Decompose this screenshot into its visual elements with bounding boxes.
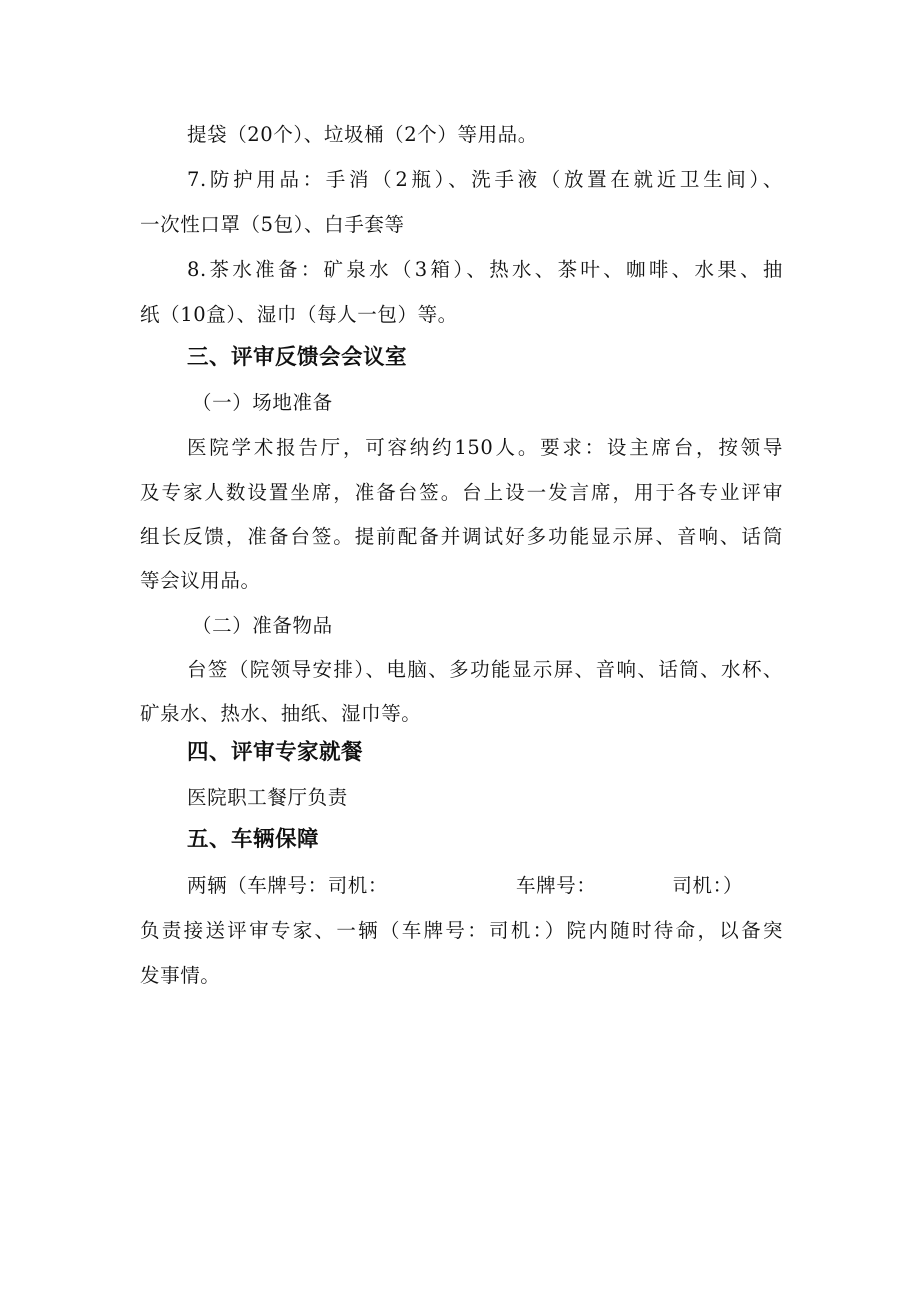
- vehicle-1-label: 两辆（车牌号：司机：: [187, 874, 389, 897]
- vehicle-2-driver-label: 司机：）: [672, 874, 744, 897]
- section-5-line-2: 负责接送评审专家、一辆（车牌号：司机：）院内随时待命，以备突: [140, 919, 783, 942]
- subsection-1-heading: （一）场地准备: [192, 391, 333, 414]
- section-4-line-1: 医院职工餐厅负责: [187, 786, 348, 809]
- vehicle-2-plate-label: 车牌号：: [516, 874, 597, 897]
- subsection-2-line-1: 台签（院领导安排）、电脑、多功能显示屏、音响、话筒、水杯、: [187, 658, 783, 681]
- section-3-heading: 三、评审反馈会会议室: [187, 345, 408, 370]
- paragraph-line: 提袋（20个）、垃圾桶（2个）等用品。: [187, 123, 538, 146]
- subsection-1-line-4: 等会议用品。: [140, 569, 261, 592]
- subsection-1-line-2: 及专家人数设置坐席，准备台签。台上设一发言席，用于各专业评审: [140, 481, 783, 504]
- item-7-line-1: 7.防护用品：手消（2瓶）、洗手液（放置在就近卫生间）、: [187, 168, 783, 191]
- subsection-1-line-3: 组长反馈，准备台签。提前配备并调试好多功能显示屏、音响、话筒: [140, 525, 783, 548]
- section-5-heading: 五、车辆保障: [187, 827, 320, 852]
- item-7-line-2: 一次性口罩（5包）、白手套等: [140, 213, 405, 236]
- subsection-2-line-2: 矿泉水、热水、抽纸、湿巾等。: [140, 702, 422, 725]
- section-5-line-1: [187, 872, 743, 900]
- section-4-heading: 四、评审专家就餐: [187, 740, 364, 765]
- item-8-line-2: 纸（10盒）、湿巾（每人一包）等。: [140, 303, 458, 326]
- subsection-2-heading: （二）准备物品: [192, 614, 333, 637]
- section-5-line-3: 发事情。: [140, 964, 221, 987]
- subsection-1-line-1: 医院学术报告厅，可容纳约150人。要求：设主席台，按领导: [187, 436, 783, 459]
- item-8-line-1: 8.茶水准备：矿泉水（3箱）、热水、茶叶、咖啡、水果、抽: [187, 258, 783, 281]
